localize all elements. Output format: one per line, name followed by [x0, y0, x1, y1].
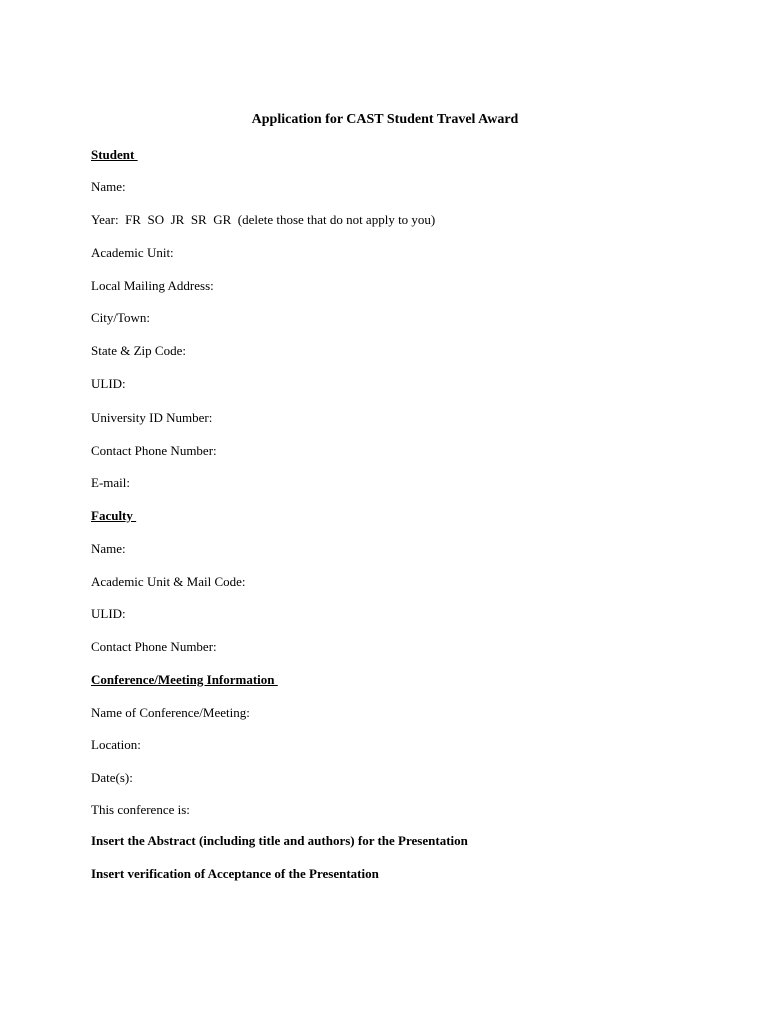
faculty-section-heading: Faculty	[91, 508, 137, 523]
faculty-ulid-label: ULID:	[91, 606, 126, 621]
conference-section-heading: Conference/Meeting Information	[91, 672, 278, 687]
student-ulid-label: ULID:	[91, 376, 126, 391]
faculty-name-label: Name:	[91, 541, 126, 556]
faculty-contact-phone-label: Contact Phone Number:	[91, 639, 217, 654]
student-section-heading: Student	[91, 147, 138, 162]
faculty-academic-unit-mail-code-label: Academic Unit & Mail Code:	[91, 574, 246, 589]
conference-dates-label: Date(s):	[91, 770, 133, 785]
student-email-label: E-mail:	[91, 475, 130, 490]
verification-instruction: Insert verification of Acceptance of the Presentation	[91, 866, 379, 881]
student-academic-unit-label: Academic Unit:	[91, 245, 174, 260]
student-year-label: Year: FR SO JR SR GR (delete those that do not apply to you)	[91, 212, 436, 227]
document-title: Application for CAST Student Travel Award	[251, 112, 519, 127]
conference-type-label: This conference is:	[91, 802, 190, 817]
conference-name-label: Name of Conference/Meeting:	[91, 705, 250, 720]
student-university-id-label: University ID Number:	[91, 410, 213, 425]
student-local-mailing-address-label: Local Mailing Address:	[91, 278, 214, 293]
student-state-zip-label: State & Zip Code:	[91, 343, 186, 358]
student-contact-phone-label: Contact Phone Number:	[91, 443, 217, 458]
student-name-label: Name:	[91, 179, 126, 194]
abstract-instruction: Insert the Abstract (including title and authors) for the Presentation	[91, 833, 468, 848]
student-city-town-label: City/Town:	[91, 310, 151, 325]
conference-location-label: Location:	[91, 737, 141, 752]
